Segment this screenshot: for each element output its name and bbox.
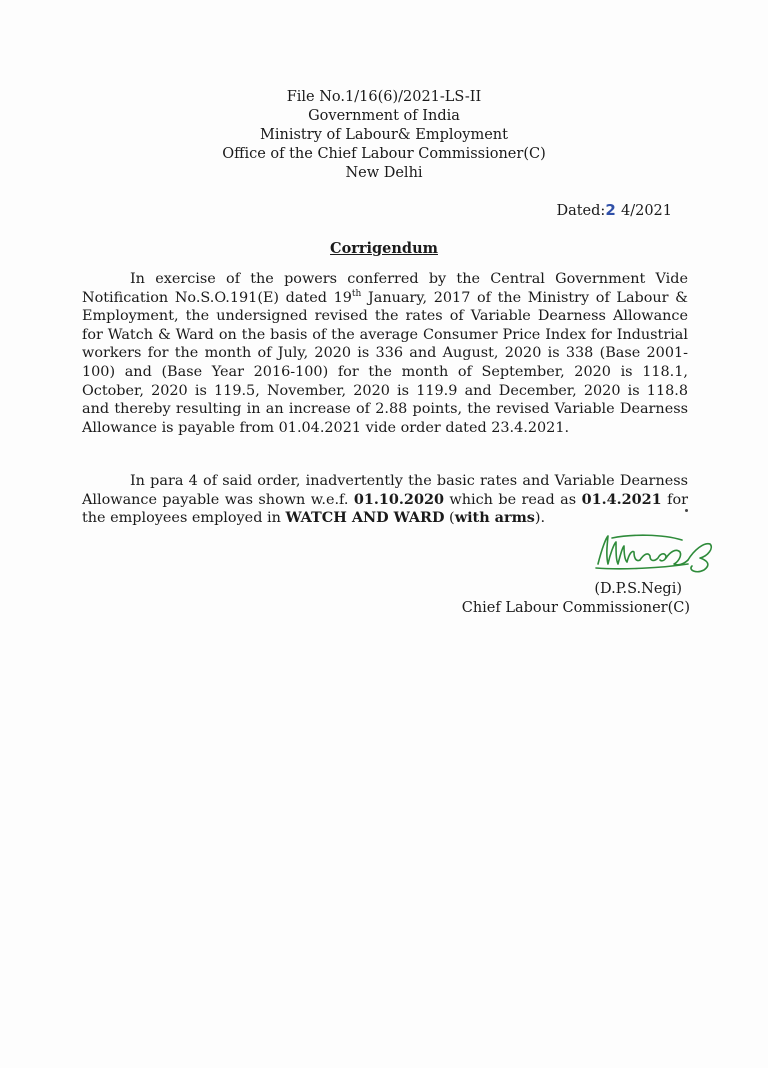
para2-text-c: for the employees employed in [82, 491, 688, 527]
para1-text-b: January, 2017 of the Ministry of Labour & Employment, the undersigned revised the rates of Variable Dearness Allowance for Watch & Ward on the basis of the average Consumer Price Index for Industrial workers for the month of July, 2020 is 336 and August, 2020 is 338 (Base 2001-100) and (Base Year 2016-100) for the month of September, 2020 is 118.1, October, 2020 is 119.5, November, 2020 is 119.9 and December, 2020 is 118.8 and thereby resulting in an increase of 2.88 points, the revised Variable Dearness Allowance is payable from 01.04.2021 vide order dated 23.4.2021. [82, 289, 688, 436]
new-effective-date: 01.4.2021 [581, 490, 662, 508]
para2-text-d: ( [444, 510, 455, 527]
document-heading: Corrigendum [330, 240, 438, 257]
category-qualifier: with arms [454, 509, 535, 527]
ordinal-suffix: th [351, 288, 362, 299]
para2-text-e: ). [534, 510, 546, 527]
letterhead [0, 88, 768, 183]
city-line: New Delhi [345, 165, 423, 181]
para2-text-b: which be read as [443, 491, 582, 508]
government-line: Government of India [308, 108, 460, 124]
office-line: Office of the Chief Labour Commissioner(C) [222, 146, 546, 162]
para1-text-a: In exercise of the powers conferred by the Central Government Vide Notification No.S.O.191(E) dated 19 [82, 271, 688, 306]
date-rest: 4/2021 [620, 203, 672, 219]
signatory-designation: Chief Labour Commissioner(C) [461, 600, 690, 616]
signatory-block [462, 580, 690, 618]
date-label: Dated: [556, 203, 606, 219]
file-number: File No.1/16(6)/2021-LS-II [286, 89, 482, 105]
ink-speck [685, 509, 688, 512]
date-line [556, 201, 672, 219]
ministry-line: Ministry of Labour& Employment [260, 127, 508, 143]
old-effective-date: 01.10.2020 [353, 490, 444, 508]
date-handwritten: 2 [605, 201, 621, 219]
signatory-name: (D.P.S.Negi) [594, 581, 682, 597]
para2-text-a: In para 4 of said order, inadvertently the basic rates and Variable Dearness Allowance payable was shown w.e.f. [82, 473, 688, 508]
employee-category: WATCH AND WARD [285, 509, 445, 527]
paragraph-2 [82, 472, 688, 528]
paragraph-1 [82, 270, 688, 437]
signature-image [592, 528, 720, 578]
